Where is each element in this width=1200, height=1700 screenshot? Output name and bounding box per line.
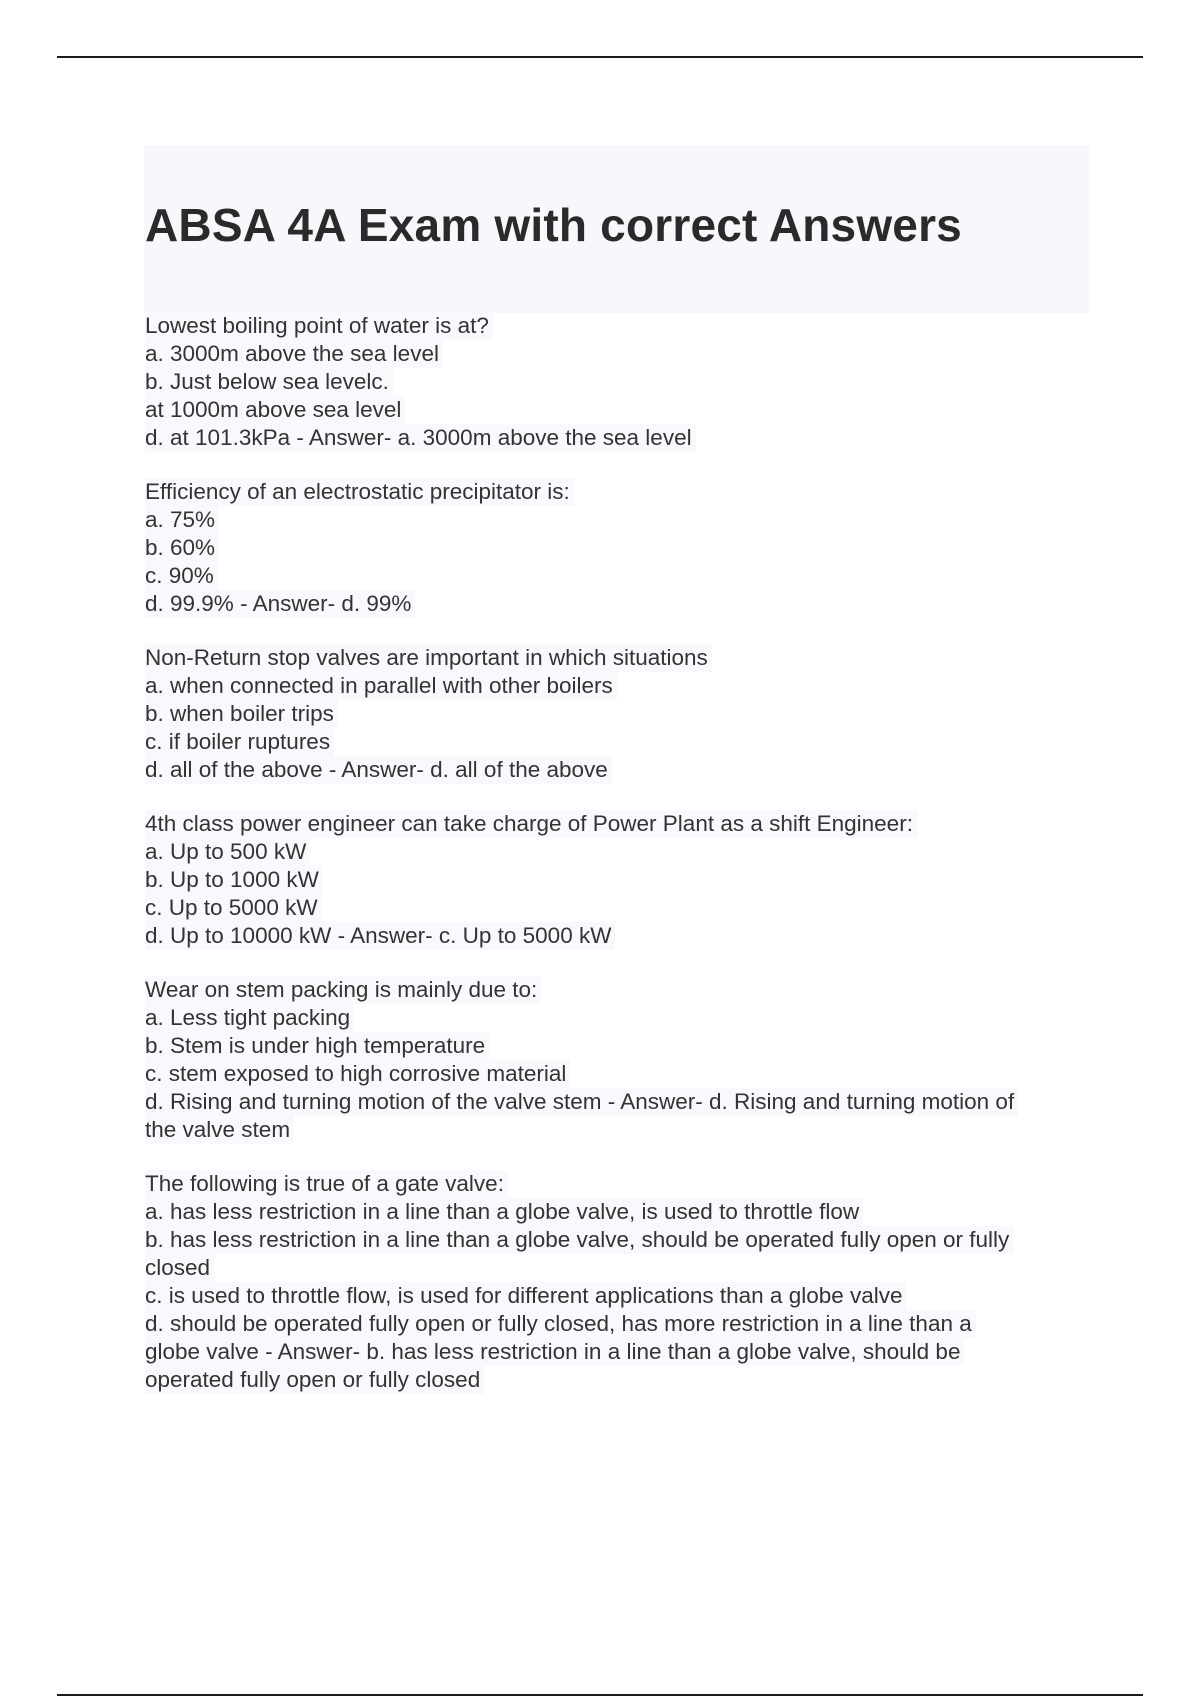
question-block xyxy=(145,810,1090,950)
option-line: a. has less restriction in a line than a globe valve, is used to throttle flow xyxy=(145,1198,863,1226)
option-line: a. 3000m above the sea level xyxy=(145,340,443,368)
option-line: c. 90% xyxy=(145,562,218,590)
answer-line: operated fully open or fully closed xyxy=(145,1366,484,1394)
answer-line: d. 99.9% - Answer- d. 99% xyxy=(145,590,415,618)
answer-line: d. all of the above - Answer- d. all of the above xyxy=(145,756,612,784)
question-text: Efficiency of an electrostatic precipitator is: xyxy=(145,478,574,506)
option-line: b. Just below sea levelc. xyxy=(145,368,393,396)
option-line: c. if boiler ruptures xyxy=(145,728,334,756)
option-line: b. 60% xyxy=(145,534,219,562)
question-text: 4th class power engineer can take charge of Power Plant as a shift Engineer: xyxy=(145,810,917,838)
option-line: a. 75% xyxy=(145,506,219,534)
bottom-rule xyxy=(57,1694,1143,1696)
question-block xyxy=(145,1170,1090,1394)
question-text: The following is true of a gate valve: xyxy=(145,1170,508,1198)
answer-line: globe valve - Answer- b. has less restriction in a line than a globe valve, should be xyxy=(145,1338,964,1366)
option-line: a. when connected in parallel with other boilers xyxy=(145,672,617,700)
option-line: c. stem exposed to high corrosive material xyxy=(145,1060,570,1088)
option-line: d. should be operated fully open or fully closed, has more restriction in a line than a xyxy=(145,1310,976,1338)
option-line: b. when boiler trips xyxy=(145,700,338,728)
option-line: b. Stem is under high temperature xyxy=(145,1032,489,1060)
question-block xyxy=(145,312,1090,452)
question-block xyxy=(145,478,1090,618)
answer-line: d. at 101.3kPa - Answer- a. 3000m above the sea level xyxy=(145,424,696,452)
answer-line: d. Rising and turning motion of the valve stem - Answer- d. Rising and turning motion of xyxy=(145,1088,1018,1116)
question-list xyxy=(145,312,1090,1420)
top-rule xyxy=(57,56,1143,58)
question-text: Lowest boiling point of water is at? xyxy=(145,312,493,340)
option-line: closed xyxy=(145,1254,214,1282)
question-text: Non-Return stop valves are important in which situations xyxy=(145,644,712,672)
option-line: b. has less restriction in a line than a globe valve, should be operated fully open or fully xyxy=(145,1226,1013,1254)
option-line: b. Up to 1000 kW xyxy=(145,866,323,894)
option-line: c. is used to throttle flow, is used for different applications than a globe valve xyxy=(145,1282,907,1310)
answer-line: the valve stem xyxy=(145,1116,294,1144)
answer-line: d. Up to 10000 kW - Answer- c. Up to 5000 kW xyxy=(145,922,615,950)
question-text: Wear on stem packing is mainly due to: xyxy=(145,976,541,1004)
question-block xyxy=(145,976,1090,1144)
option-line: at 1000m above sea level xyxy=(145,396,405,424)
option-line: a. Less tight packing xyxy=(145,1004,354,1032)
option-line: c. Up to 5000 kW xyxy=(145,894,322,922)
page-title: ABSA 4A Exam with correct Answers xyxy=(145,199,962,251)
question-block xyxy=(145,644,1090,784)
option-line: a. Up to 500 kW xyxy=(145,838,310,866)
